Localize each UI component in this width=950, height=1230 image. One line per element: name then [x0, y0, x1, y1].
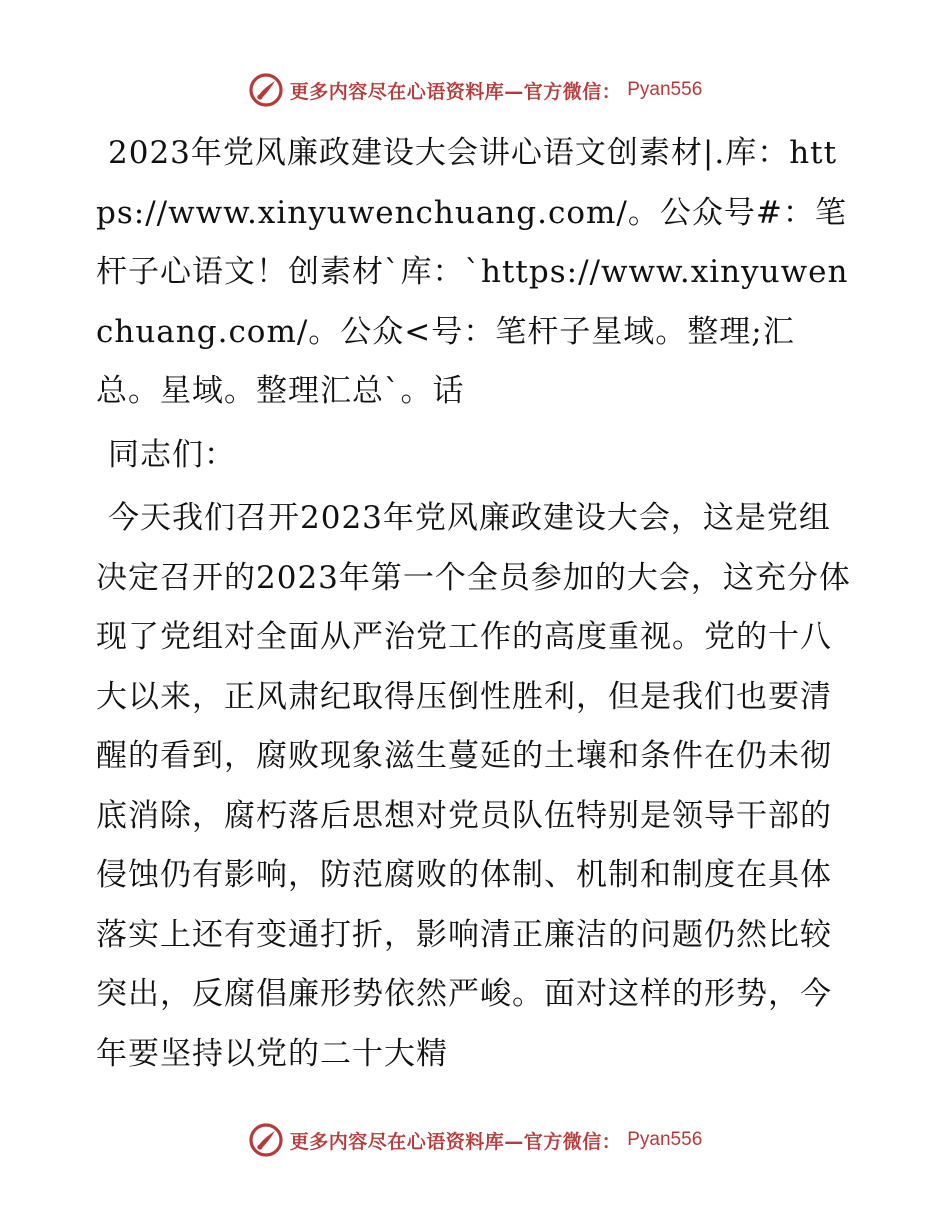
header-watermark-banner: [0, 70, 950, 110]
watermark-text: 更多内容尽在心语资料库—官方微信：: [289, 1130, 622, 1153]
footer-watermark-banner: [0, 1120, 950, 1160]
header-paragraph: 2023年党风廉政建设大会讲心语文创素材|.库：https://www.xinyuwenchuang.com/。公众号#：笔杆子心语文！创素材`库：`https://www.xinyuwenchuang.com/。公众<号：笔杆子星域。整理;汇总。星域。整理汇总`。话: [96, 135, 849, 409]
watermark-account: Pyan556: [627, 1129, 703, 1150]
document-body: [96, 124, 856, 1084]
brush-circle-logo-icon: [248, 1122, 284, 1158]
watermark-account: Pyan556: [627, 79, 703, 100]
brush-circle-logo-icon: [248, 72, 284, 108]
body-paragraph: 今天我们召开2023年党风廉政建设大会，这是党组决定召开的2023年第一个全员参加的大会，这充分体现了党组对全面从严治党工作的高度重视。党的十八大以来，正风肃纪取得压倒性胜利，但是我们也要清醒的看到，腐败现象滋生蔓延的土壤和条件在仍未彻底消除，腐朽落后思想对党员队伍特别是领导干部的侵蚀仍有影响，防范腐败的体制、机制和制度在具体落实上还有变通打折，影响清正廉洁的问题仍然比较突出，反腐倡廉形势依然严峻。面对这样的形势，今年要坚持以党的二十大精: [96, 500, 851, 1072]
watermark-text: 更多内容尽在心语资料库—官方微信：: [289, 80, 622, 103]
salutation: 同志们：: [108, 436, 236, 473]
